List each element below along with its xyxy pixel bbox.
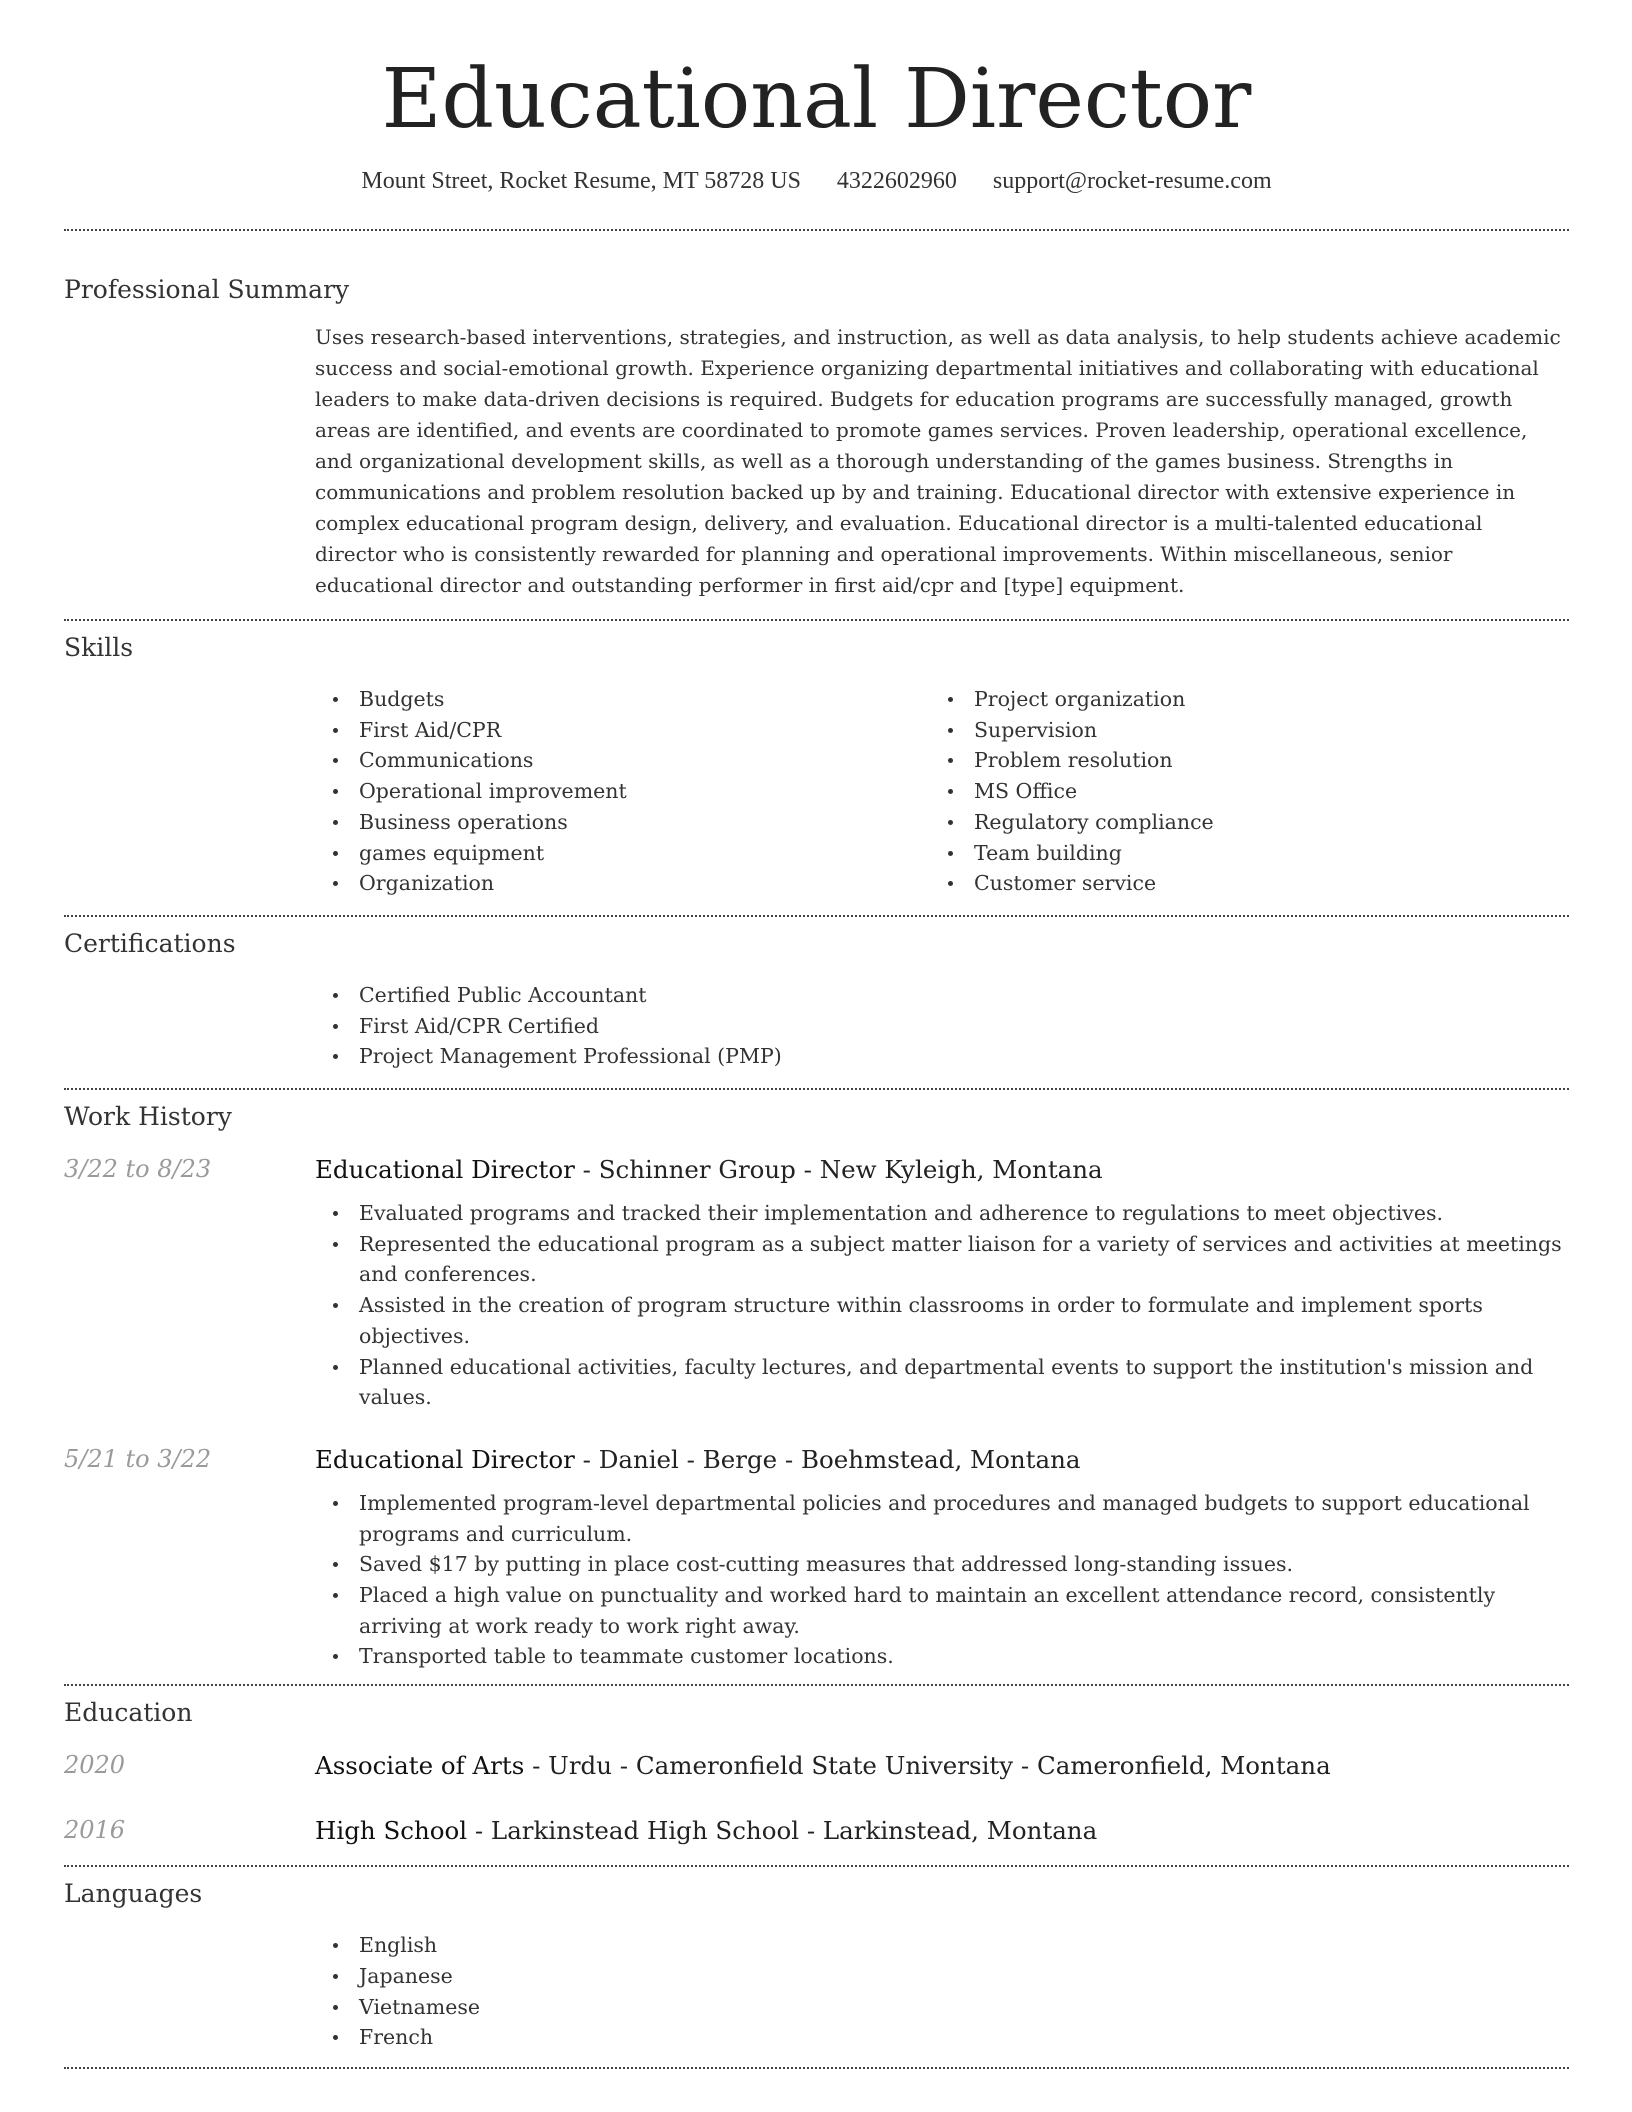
- skill-item: MS Office: [930, 776, 1545, 807]
- job-dates: 5/21 to 3/22: [64, 1444, 212, 1473]
- section-divider: [64, 2067, 1569, 2069]
- section-divider: [64, 229, 1569, 231]
- skill-item: Supervision: [930, 715, 1545, 746]
- section-divider: [64, 1684, 1569, 1686]
- certification-item: Certified Public Accountant: [315, 980, 1569, 1011]
- education-title-line: [315, 1751, 1331, 1780]
- contact-phone: 4322602960: [836, 168, 957, 194]
- job-details: - Daniel - Berge - Boehmstead, Montana: [574, 1444, 1081, 1474]
- skill-item: Budgets: [315, 684, 930, 715]
- skills-section: [64, 633, 1569, 899]
- job-bullet: Planned educational activities, faculty lectures, and departmental events to support the institution's mission and values.: [315, 1352, 1569, 1413]
- resume-name: Educational Director: [381, 52, 1252, 147]
- skill-item: Organization: [315, 868, 930, 899]
- work-section: [64, 1102, 1569, 1672]
- job-bullet: Evaluated programs and tracked their implementation and adherence to regulations to meet objectives.: [315, 1198, 1569, 1229]
- education-details: - Larkinstead High School - Larkinstead, Montana: [467, 1816, 1098, 1846]
- job-bullet: Saved $17 by putting in place cost-cutting measures that addressed long-standing issues.: [315, 1549, 1569, 1580]
- skill-item: Operational improvement: [315, 776, 930, 807]
- skill-item: First Aid/CPR: [315, 715, 930, 746]
- job-bullet: Assisted in the creation of program structure within classrooms in order to formulate and implement sports objectives.: [315, 1290, 1569, 1351]
- skill-item: Regulatory compliance: [930, 807, 1545, 838]
- languages-list: [315, 1930, 1569, 2053]
- skills-list-left: [315, 684, 930, 899]
- education-title: Education: [64, 1698, 193, 1728]
- skill-item: Customer service: [930, 868, 1545, 899]
- section-divider: [64, 1088, 1569, 1090]
- education-entry: [64, 1816, 1569, 1845]
- section-divider: [64, 619, 1569, 621]
- job-title: [315, 1445, 1081, 1474]
- skill-item: Project organization: [930, 684, 1545, 715]
- job-role: Educational Director: [315, 1155, 575, 1185]
- contact-line: [64, 168, 1569, 195]
- education-year: 2016: [64, 1816, 126, 1845]
- education-degree: High School: [315, 1816, 468, 1846]
- skill-item: Team building: [930, 838, 1545, 869]
- skill-item: Problem resolution: [930, 745, 1545, 776]
- summary-section: [64, 275, 1569, 601]
- skill-item: games equipment: [315, 838, 930, 869]
- job-bullet: Placed a high value on punctuality and worked hard to maintain an excellent attendance record, consistently arriving at work ready to work right away.: [315, 1580, 1569, 1641]
- language-item: English: [315, 1930, 1569, 1961]
- skill-item: Business operations: [315, 807, 930, 838]
- contact-email: support@rocket-resume.com: [992, 168, 1272, 194]
- job-details: - Schinner Group - New Kyleigh, Montana: [574, 1155, 1103, 1185]
- job-entry: [64, 1155, 1569, 1184]
- education-details: - Urdu - Cameronfield State University - Cameronfield, Montana: [524, 1751, 1331, 1781]
- job-bullets: [315, 1198, 1569, 1413]
- language-item: Japanese: [315, 1961, 1569, 1992]
- language-item: French: [315, 2022, 1569, 2053]
- job-bullet: Implemented program-level departmental policies and procedures and managed budgets to support educational programs and curriculum.: [315, 1488, 1569, 1549]
- certifications-section: [64, 929, 1569, 1072]
- skills-title: Skills: [64, 633, 134, 662]
- language-item: Vietnamese: [315, 1992, 1569, 2023]
- job-dates: 3/22 to 8/23: [64, 1155, 212, 1184]
- certification-item: First Aid/CPR Certified: [315, 1011, 1569, 1042]
- section-divider: [64, 915, 1569, 917]
- job-role: Educational Director: [315, 1444, 575, 1474]
- education-year: 2020: [64, 1751, 126, 1780]
- languages-title: Languages: [64, 1879, 203, 1909]
- job-bullet: Transported table to teammate customer locations.: [315, 1641, 1569, 1672]
- certifications-title: Certifications: [64, 928, 236, 958]
- job-title: [315, 1155, 1103, 1184]
- contact-address: Mount Street, Rocket Resume, MT 58728 US: [361, 168, 801, 194]
- job-bullet: Represented the educational program as a subject matter liaison for a variety of services and activities at meetings and conferences.: [315, 1229, 1569, 1290]
- summary-title: Professional Summary: [64, 275, 350, 304]
- job-entry: [64, 1445, 1569, 1474]
- education-degree: Associate of Arts: [315, 1751, 525, 1781]
- section-divider: [64, 1865, 1569, 1867]
- education-title-line: [315, 1816, 1097, 1845]
- education-entry: [64, 1751, 1569, 1780]
- job-bullets: [315, 1488, 1569, 1672]
- certifications-list: [315, 980, 1569, 1072]
- certification-item: Project Management Professional (PMP): [315, 1041, 1569, 1072]
- education-section: [64, 1698, 1569, 1845]
- summary-text: Uses research-based interventions, strategies, and instruction, as well as data analysis, to help students achieve academic success and social-emotional growth. Experience organizing departmental initiatives and collaborating with educational leaders to make data-driven decisions is required. Budgets for education programs are successfully managed, growth areas are identified, and events are coordinated to promote games services. Proven leadership, operational excellence, and organizational development skills, as well as a thorough understanding of the games business. Strengths in communications and problem resolution backed up by and training. Educational director with extensive experience in complex educational program design, delivery, and evaluation. Educational director is a multi-talented educational director who is consistently rewarded for planning and operational improvements. Within miscellaneous, senior educational director and outstanding performer in first aid/cpr and [type] equipment.: [315, 325, 1561, 597]
- work-title: Work History: [64, 1102, 232, 1132]
- languages-section: [64, 1879, 1569, 2053]
- resume-page: [64, 0, 1569, 2069]
- skills-list-right: [930, 684, 1545, 899]
- skill-item: Communications: [315, 745, 930, 776]
